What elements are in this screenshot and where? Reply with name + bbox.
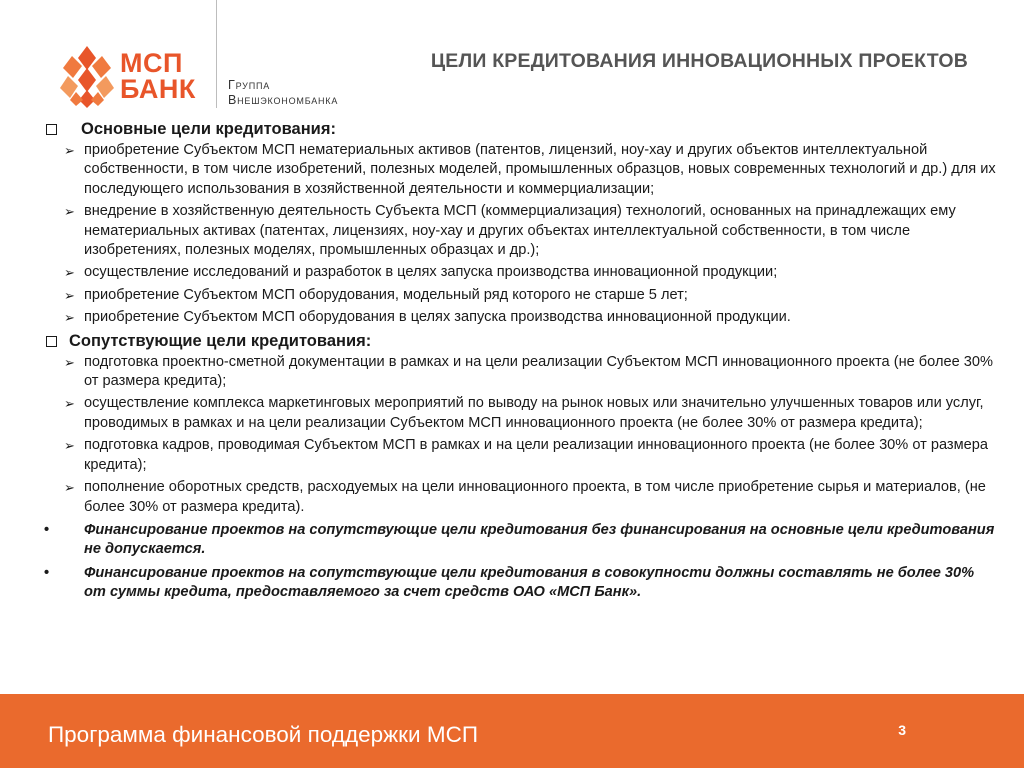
pinecone-logo-icon bbox=[58, 44, 116, 108]
arrow-bullet-icon: ➢ bbox=[64, 204, 75, 220]
footer-bar bbox=[0, 694, 1024, 768]
list-item-text: подготовка проектно-сметной документации в рамках и на цели реализации Субъектом МСП инновационного проекта (не более 30% от размера кредита); bbox=[84, 353, 993, 390]
list-item-text: осуществление комплекса маркетинговых мероприятий по выводу на рынок новых или значительно улучшенных товаров или услуг, проводимых в рамках и на цели реализации Субъектом МСП инновационного проекта (не более 30% от размера кредита); bbox=[84, 395, 984, 431]
checkbox-square-icon bbox=[46, 336, 57, 347]
arrow-bullet-icon: ➢ bbox=[64, 310, 75, 326]
footer-program-title: Программа финансовой поддержки МСП bbox=[48, 722, 478, 747]
financing-note bbox=[40, 521, 996, 560]
list-item bbox=[40, 308, 996, 327]
list-item-text: внедрение в хозяйственную деятельность Субъекта МСП (коммерциализация) технологий, основанных на принадлежащих ему нематериальных активах (патентах, лицензиях, ноу-хау и других объектах интеллектуальной собственности, в том числе изобретениях, полезных моделях, промышленных образцах и др.); bbox=[84, 203, 956, 259]
list-item bbox=[40, 202, 996, 260]
group-caption bbox=[228, 78, 338, 108]
list-item-text: подготовка кадров, проводимая Субъектом МСП в рамках и на цели реализации инновационного проекта (не более 30% от размера кредита); bbox=[84, 437, 989, 473]
brand-line-1: МСП bbox=[120, 48, 183, 78]
arrow-bullet-icon: ➢ bbox=[64, 438, 75, 454]
section-heading-text: Сопутствующие цели кредитования: bbox=[69, 331, 372, 350]
arrow-bullet-icon: ➢ bbox=[64, 287, 75, 303]
arrow-bullet-icon: ➢ bbox=[64, 354, 75, 370]
section-heading-main bbox=[40, 120, 996, 139]
list-item-text: приобретение Субъектом МСП оборудования, модельный ряд которого не старше 5 лет; bbox=[84, 286, 688, 303]
bullet-dot-icon: • bbox=[44, 521, 50, 538]
list-item bbox=[40, 478, 996, 517]
arrow-bullet-icon: ➢ bbox=[64, 480, 75, 496]
accompanying-goals-list bbox=[40, 353, 996, 517]
list-item bbox=[40, 353, 996, 392]
checkbox-square-icon bbox=[46, 124, 57, 135]
brand-line-2: БАНК bbox=[120, 74, 196, 104]
group-line-1: Группа bbox=[228, 78, 271, 92]
header bbox=[0, 0, 1024, 112]
section-heading-accompanying bbox=[40, 332, 996, 351]
arrow-bullet-icon: ➢ bbox=[64, 265, 75, 281]
note-text: Финансирование проектов на сопутствующие цели кредитования в совокупности должны составлять не более 30% от суммы кредита, предоставляемого за счет средств ОАО «МСП Банк». bbox=[84, 564, 975, 601]
page-number: 3 bbox=[898, 722, 906, 738]
section-heading-text: Основные цели кредитования: bbox=[81, 120, 336, 138]
note-text: Финансирование проектов на сопутствующие цели кредитования без финансирования на основные цели кредитования не допускается. bbox=[84, 521, 995, 558]
arrow-bullet-icon: ➢ bbox=[64, 143, 75, 158]
bullet-dot-icon: • bbox=[44, 564, 50, 581]
slide-content bbox=[40, 116, 996, 603]
list-item bbox=[40, 436, 996, 475]
list-item-text: приобретение Субъектом МСП нематериальных активов (патентов, лицензий, ноу-хау и других объектов интеллектуальной собственности, в том числе изобретений, полезных моделей, промышленных образцов, новых современных технологий и др.) для их последующего использования в хозяйственной деятельности и коммерциализации; bbox=[84, 142, 996, 197]
list-item-text: приобретение Субъектом МСП оборудования в целях запуска производства инновационной продукции. bbox=[84, 309, 791, 326]
list-item bbox=[40, 286, 996, 305]
list-item-text: пополнение оборотных средств, расходуемых на цели инновационного проекта, в том числе приобретение сырья и материалов, (не более 30% от размера кредита). bbox=[84, 479, 986, 515]
list-item bbox=[40, 263, 996, 282]
list-item bbox=[40, 394, 996, 433]
arrow-bullet-icon: ➢ bbox=[64, 396, 75, 412]
list-item bbox=[40, 141, 996, 199]
page-title: ЦЕЛИ КРЕДИТОВАНИЯ ИННОВАЦИОННЫХ ПРОЕКТОВ bbox=[430, 50, 968, 72]
main-goals-list bbox=[40, 141, 996, 328]
financing-note bbox=[40, 564, 996, 603]
brand-name bbox=[120, 50, 196, 102]
list-item-text: осуществление исследований и разработок в целях запуска производства инновационной продукции; bbox=[84, 264, 778, 281]
header-divider bbox=[216, 0, 217, 108]
group-line-2: Внешэкономбанка bbox=[228, 93, 339, 107]
